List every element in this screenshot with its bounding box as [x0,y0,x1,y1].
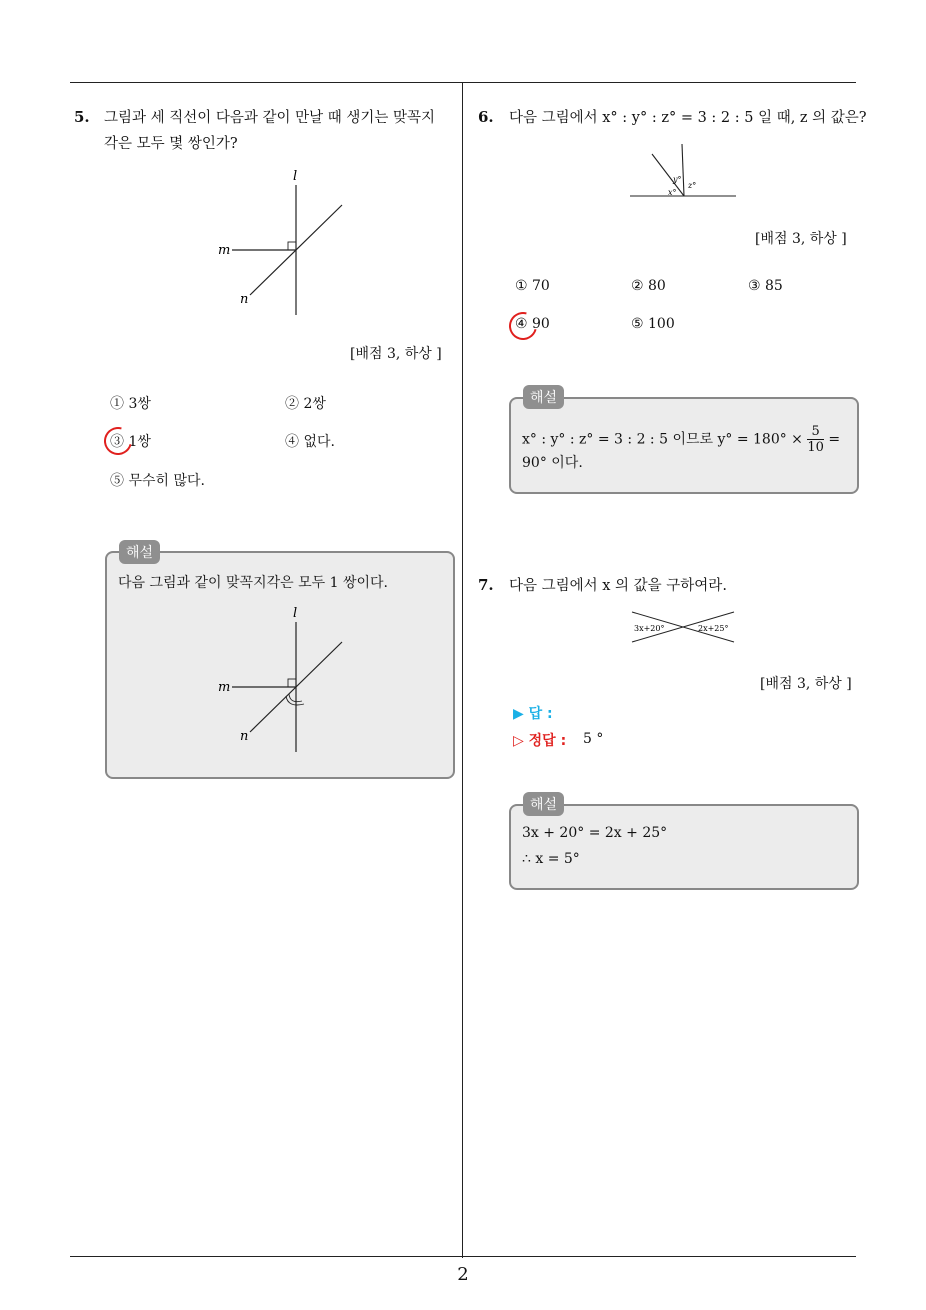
q6-selected-mark [504,307,542,345]
q5-label-n: n [240,292,249,307]
q6-explain-line1: x° : y° : z° = 3 : 2 : 5 이므로 y° = 180° × [522,431,803,448]
q5-choice-4[interactable]: ④ 없다. [285,434,335,450]
q5-score: [배점 3, 하상 ] [350,346,442,362]
q5-explain-label-n: n [240,729,249,744]
q5-selected-mark [99,422,137,460]
q5-explain-tag: 해설 [119,540,160,564]
q5-explain-figure [210,602,360,757]
q7-explain-line2: ∴ x = 5° [522,851,580,867]
q6-number: 6. [478,108,494,126]
q6-frac-num: 5 [811,424,820,439]
q5-choice-5[interactable]: ⑤ 무수히 많다. [110,473,205,489]
q7-explain-tag: 해설 [523,792,564,816]
q7-fig-right: 2x+25° [698,624,729,633]
q5-choice-1[interactable]: ① 3쌍 [110,396,151,412]
q5-number: 5. [74,108,90,126]
q7-number: 7. [478,576,494,594]
q5-choice-2[interactable]: ② 2쌍 [285,396,326,412]
q7-correct-label: ▷ 정답 : [513,733,567,749]
q5-line2: 각은 모두 몇 쌍인가? [104,136,238,152]
q6-frac-den: 10 [807,440,824,455]
q5-label-l: l [293,169,298,184]
q5-explain-text: 다음 그림과 같이 맞꼭지각은 모두 1 쌍이다. [118,575,388,591]
top-rule [70,82,856,83]
bottom-rule [70,1256,856,1257]
q6-choice-3[interactable]: ③ 85 [748,278,783,294]
q6-score: [배점 3, 하상 ] [755,231,847,247]
q7-explain-line1: 3x + 20° = 2x + 25° [522,825,668,841]
q5-explain-label-l: l [293,606,298,621]
q6-explain-eq: = [828,431,841,448]
q6-choice-4[interactable]: ④ 90 [515,316,550,332]
q6-fig-z: z° [688,181,697,190]
q7-figure [628,608,738,646]
q6-choice-2[interactable]: ② 80 [631,278,666,294]
q6-explain-line2: 90° 이다. [522,455,583,471]
q6-explain-tag: 해설 [523,385,564,409]
q6-text: 다음 그림에서 x° : y° : z° = 3 : 2 : 5 일 때, z 의 값은? [509,110,867,126]
page-number: 2 [457,1264,469,1285]
q7-answer-label: ▶ 답 : [513,706,553,722]
q6-choice-5[interactable]: ⑤ 100 [631,316,675,332]
q7-text: 다음 그림에서 x 의 값을 구하여라. [509,578,727,594]
q5-line1: 그림과 세 직선이 다음과 같이 만날 때 생기는 맞꼭지 [104,110,436,126]
column-divider [462,82,463,1258]
q6-fig-y: y° [673,175,682,184]
q5-explain-label-m: m [218,680,231,695]
q6-fig-x: x° [668,188,677,197]
q7-score: [배점 3, 하상 ] [760,676,852,692]
q6-choice-1[interactable]: ① 70 [515,278,550,294]
q5-label-m: m [218,243,231,258]
q5-figure [210,165,360,320]
q7-fig-left: 3x+20° [634,624,665,633]
q7-correct-value: 5 ° [583,731,604,747]
q5-choice-3[interactable]: ③ 1쌍 [110,434,151,450]
q6-explain-fraction [807,424,824,455]
q6-figure [628,142,738,202]
